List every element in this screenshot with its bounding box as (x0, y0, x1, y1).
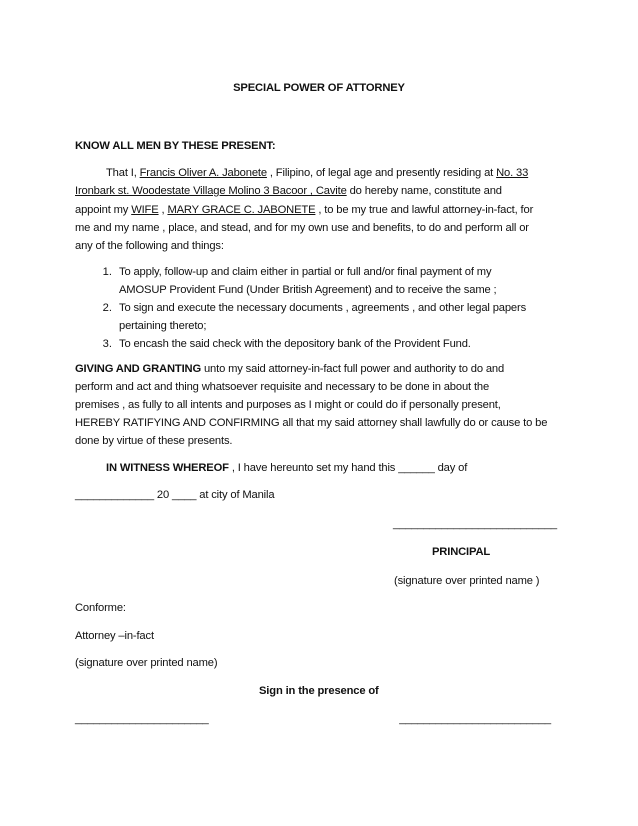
granting-text: unto my said attorney-in-fact full power and authority to do and (201, 363, 505, 375)
grantor-name: Francis Oliver A. Jabonete (139, 167, 267, 179)
relation: WIFE (131, 204, 159, 216)
list-item-2-line-2: pertaining thereto; (119, 320, 207, 332)
conforme-note: (signature over printed name) (75, 657, 218, 669)
list-item-number: 1. (102, 266, 112, 278)
granting-line-5: done by virtue of these presents. (75, 435, 233, 447)
list-item-number: 2. (102, 302, 112, 314)
witness-text: , I have hereunto set my hand this ______ day of (228, 462, 468, 474)
list-item-number: 3. (102, 338, 112, 350)
conforme-label: Conforme: (75, 602, 126, 614)
attorney-in-fact-label: Attorney –in-fact (75, 630, 154, 642)
intro-text: , to be my true and lawful attorney-in-fact, for (315, 204, 534, 216)
granting-line-2: perform and act and thing whatsoever requisite and necessary to be done in about the (75, 381, 490, 393)
address-part-2: Ironbark st. Woodestate Village Molino 3 Bacoor , Cavite (75, 185, 347, 197)
intro-line-1 (106, 166, 528, 180)
principal-label: PRINCIPAL (432, 546, 491, 558)
intro-text: That I, (106, 167, 140, 179)
presence-label: Sign in the presence of (259, 685, 379, 697)
greeting: KNOW ALL MEN BY THESE PRESENT: (75, 140, 276, 152)
attorney-name: MARY GRACE C. JABONETE (167, 204, 316, 216)
intro-line-3 (75, 203, 533, 217)
granting-line-3: premises , as fully to all intents and purposes as I might or could do if personally present, (75, 399, 501, 411)
intro-line-5: any of the following and things: (75, 240, 224, 252)
list-item-3-line-1: To encash the said check with the depository bank of the Provident Fund. (119, 338, 471, 350)
intro-line-4: me and my name , place, and stead, and for my own use and benefits, to do and perform all or (75, 222, 529, 234)
witness-line-2: _____________ 20 ____ at city of Manila (75, 489, 275, 501)
intro-text: , (158, 204, 168, 216)
witness-signature-line-left: ______________________ (75, 713, 209, 725)
granting-lead: GIVING AND GRANTING (75, 363, 202, 375)
intro-text: appoint my (75, 204, 132, 216)
list-item-1-line-1: To apply, follow-up and claim either in partial or full and/or final payment of my (119, 266, 492, 278)
granting-line-4: HEREBY RATIFYING AND CONFIRMING all that my said attorney shall lawfully do or cause to be (75, 417, 548, 429)
witness-line-1 (106, 461, 467, 475)
witness-lead: IN WITNESS WHEREOF (106, 462, 229, 474)
intro-text: , Filipino, of legal age and presently residing at (266, 167, 497, 179)
principal-note: (signature over printed name ) (394, 575, 540, 587)
granting-line-1 (75, 362, 504, 376)
intro-line-2 (75, 184, 502, 198)
list-item-2-line-1: To sign and execute the necessary documents , agreements , and other legal papers (119, 302, 527, 314)
document-title: SPECIAL POWER OF ATTORNEY (233, 82, 405, 94)
list-item-1-line-2: AMOSUP Provident Fund (Under British Agreement) and to receive the same ; (119, 284, 497, 296)
principal-signature-line: ___________________________ (393, 518, 557, 530)
intro-text: do hereby name, constitute and (346, 185, 502, 197)
witness-signature-line-right: _________________________ (399, 713, 551, 725)
address-part-1: No. 33 (496, 167, 529, 179)
